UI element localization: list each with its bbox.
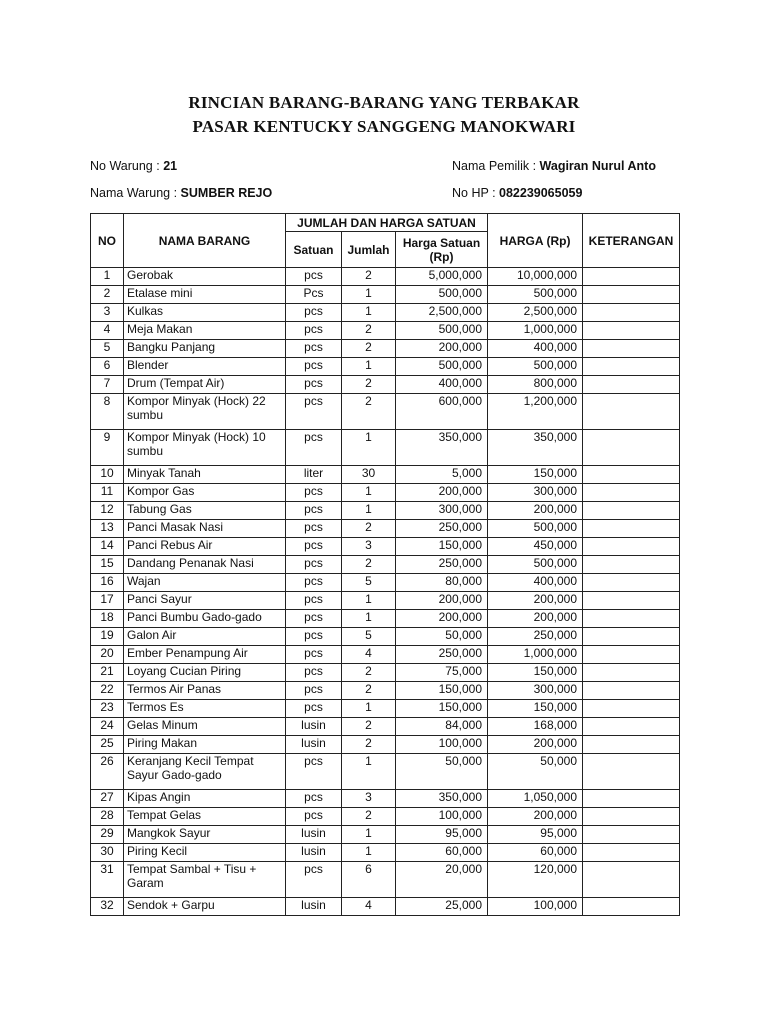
cell-satuan: pcs xyxy=(286,538,342,556)
cell-no: 27 xyxy=(91,790,124,808)
cell-harga: 1,050,000 xyxy=(488,790,583,808)
cell-harga: 500,000 xyxy=(488,556,583,574)
cell-satuan: pcs xyxy=(286,646,342,664)
table-row xyxy=(91,574,680,592)
cell-keterangan xyxy=(583,268,680,286)
table-row xyxy=(91,682,680,700)
cell-nama-barang: Tempat Sambal + Tisu + Garam xyxy=(124,862,286,898)
cell-jumlah: 2 xyxy=(342,556,396,574)
table-row xyxy=(91,718,680,736)
table-row xyxy=(91,808,680,826)
table-row xyxy=(91,556,680,574)
cell-jumlah: 1 xyxy=(342,358,396,376)
cell-satuan: Pcs xyxy=(286,286,342,304)
cell-jumlah: 2 xyxy=(342,520,396,538)
cell-nama-barang: Gerobak xyxy=(124,268,286,286)
document-title-line2: PASAR KENTUCKY SANGGENG MANOKWARI xyxy=(192,117,576,136)
cell-keterangan xyxy=(583,376,680,394)
cell-no: 18 xyxy=(91,610,124,628)
cell-jumlah: 2 xyxy=(342,340,396,358)
cell-no: 28 xyxy=(91,808,124,826)
cell-nama-barang: Bangku Panjang xyxy=(124,340,286,358)
no-hp-value: 082239065059 xyxy=(499,186,583,200)
cell-jumlah: 4 xyxy=(342,898,396,916)
table-row xyxy=(91,826,680,844)
cell-keterangan xyxy=(583,430,680,466)
cell-keterangan xyxy=(583,826,680,844)
cell-jumlah: 1 xyxy=(342,430,396,466)
no-warung-label: No Warung : xyxy=(90,159,164,173)
cell-harga-satuan: 300,000 xyxy=(396,502,488,520)
cell-keterangan xyxy=(583,304,680,322)
cell-harga: 150,000 xyxy=(488,466,583,484)
cell-harga: 350,000 xyxy=(488,430,583,466)
cell-harga-satuan: 500,000 xyxy=(396,286,488,304)
cell-no: 1 xyxy=(91,268,124,286)
cell-harga: 500,000 xyxy=(488,358,583,376)
cell-satuan: pcs xyxy=(286,376,342,394)
nama-warung-line xyxy=(90,186,272,200)
table-row xyxy=(91,736,680,754)
cell-keterangan xyxy=(583,340,680,358)
cell-no: 31 xyxy=(91,862,124,898)
cell-no: 29 xyxy=(91,826,124,844)
cell-harga-satuan: 500,000 xyxy=(396,322,488,340)
no-warung-value: 21 xyxy=(163,159,178,173)
cell-harga-satuan: 100,000 xyxy=(396,736,488,754)
cell-satuan: pcs xyxy=(286,682,342,700)
cell-satuan: pcs xyxy=(286,322,342,340)
nama-warung-value: SUMBER REJO xyxy=(180,186,273,200)
cell-no: 21 xyxy=(91,664,124,682)
cell-harga-satuan: 5,000 xyxy=(396,466,488,484)
cell-harga: 500,000 xyxy=(488,286,583,304)
cell-harga: 300,000 xyxy=(488,484,583,502)
cell-jumlah: 4 xyxy=(342,646,396,664)
cell-no: 23 xyxy=(91,700,124,718)
cell-jumlah: 2 xyxy=(342,268,396,286)
cell-harga: 500,000 xyxy=(488,520,583,538)
cell-harga: 50,000 xyxy=(488,754,583,790)
no-hp-label: No HP : xyxy=(452,186,500,200)
cell-satuan: lusin xyxy=(286,718,342,736)
table-row xyxy=(91,304,680,322)
cell-nama-barang: Panci Bumbu Gado-gado xyxy=(124,610,286,628)
cell-harga: 250,000 xyxy=(488,628,583,646)
table-row xyxy=(91,322,680,340)
cell-nama-barang: Termos Air Panas xyxy=(124,682,286,700)
cell-keterangan xyxy=(583,610,680,628)
cell-harga: 200,000 xyxy=(488,736,583,754)
table-row xyxy=(91,664,680,682)
cell-satuan: pcs xyxy=(286,610,342,628)
cell-satuan: pcs xyxy=(286,664,342,682)
cell-keterangan xyxy=(583,484,680,502)
cell-satuan: pcs xyxy=(286,394,342,430)
cell-no: 9 xyxy=(91,430,124,466)
table-row xyxy=(91,358,680,376)
nama-pemilik-label: Nama Pemilik : xyxy=(452,159,540,173)
cell-keterangan xyxy=(583,682,680,700)
cell-keterangan xyxy=(583,790,680,808)
cell-harga-satuan: 400,000 xyxy=(396,376,488,394)
cell-jumlah: 2 xyxy=(342,682,396,700)
cell-harga-satuan: 5,000,000 xyxy=(396,268,488,286)
table-row xyxy=(91,700,680,718)
cell-keterangan xyxy=(583,574,680,592)
cell-satuan: pcs xyxy=(286,520,342,538)
table-row xyxy=(91,268,680,286)
cell-no: 26 xyxy=(91,754,124,790)
cell-harga-satuan: 350,000 xyxy=(396,430,488,466)
cell-satuan: lusin xyxy=(286,898,342,916)
cell-keterangan xyxy=(583,736,680,754)
cell-keterangan xyxy=(583,538,680,556)
cell-harga-satuan: 150,000 xyxy=(396,538,488,556)
cell-keterangan xyxy=(583,502,680,520)
header-group: JUMLAH DAN HARGA SATUAN xyxy=(286,214,488,232)
nama-pemilik-value: Wagiran Nurul Anto xyxy=(539,159,656,173)
cell-harga-satuan: 250,000 xyxy=(396,646,488,664)
cell-keterangan xyxy=(583,628,680,646)
cell-no: 16 xyxy=(91,574,124,592)
cell-keterangan xyxy=(583,664,680,682)
cell-no: 6 xyxy=(91,358,124,376)
cell-nama-barang: Termos Es xyxy=(124,700,286,718)
cell-keterangan xyxy=(583,754,680,790)
cell-jumlah: 2 xyxy=(342,664,396,682)
nama-pemilik-line xyxy=(452,159,656,173)
table-row xyxy=(91,430,680,466)
cell-harga-satuan: 350,000 xyxy=(396,790,488,808)
cell-harga: 150,000 xyxy=(488,700,583,718)
table-row xyxy=(91,466,680,484)
cell-keterangan xyxy=(583,322,680,340)
cell-no: 15 xyxy=(91,556,124,574)
cell-jumlah: 3 xyxy=(342,538,396,556)
cell-jumlah: 1 xyxy=(342,502,396,520)
cell-nama-barang: Dandang Penanak Nasi xyxy=(124,556,286,574)
cell-keterangan xyxy=(583,898,680,916)
cell-jumlah: 3 xyxy=(342,790,396,808)
cell-harga-satuan: 250,000 xyxy=(396,520,488,538)
table-row xyxy=(91,394,680,430)
cell-jumlah: 1 xyxy=(342,754,396,790)
header-harga: HARGA (Rp) xyxy=(488,214,583,268)
cell-harga: 168,000 xyxy=(488,718,583,736)
cell-harga: 60,000 xyxy=(488,844,583,862)
cell-no: 30 xyxy=(91,844,124,862)
cell-no: 13 xyxy=(91,520,124,538)
cell-harga: 200,000 xyxy=(488,610,583,628)
cell-satuan: pcs xyxy=(286,862,342,898)
cell-harga-satuan: 20,000 xyxy=(396,862,488,898)
cell-no: 12 xyxy=(91,502,124,520)
table-row xyxy=(91,484,680,502)
cell-satuan: pcs xyxy=(286,790,342,808)
cell-harga: 450,000 xyxy=(488,538,583,556)
cell-satuan: pcs xyxy=(286,304,342,322)
cell-nama-barang: Loyang Cucian Piring xyxy=(124,664,286,682)
cell-nama-barang: Panci Masak Nasi xyxy=(124,520,286,538)
table-row xyxy=(91,790,680,808)
cell-harga-satuan: 100,000 xyxy=(396,808,488,826)
cell-jumlah: 1 xyxy=(342,700,396,718)
cell-nama-barang: Kompor Minyak (Hock) 22 sumbu xyxy=(124,394,286,430)
cell-no: 25 xyxy=(91,736,124,754)
cell-jumlah: 1 xyxy=(342,844,396,862)
table-row xyxy=(91,844,680,862)
cell-harga-satuan: 150,000 xyxy=(396,682,488,700)
cell-harga-satuan: 50,000 xyxy=(396,754,488,790)
cell-jumlah: 1 xyxy=(342,610,396,628)
cell-nama-barang: Meja Makan xyxy=(124,322,286,340)
cell-harga: 400,000 xyxy=(488,340,583,358)
cell-satuan: pcs xyxy=(286,340,342,358)
cell-harga: 2,500,000 xyxy=(488,304,583,322)
cell-harga: 120,000 xyxy=(488,862,583,898)
cell-satuan: pcs xyxy=(286,484,342,502)
cell-keterangan xyxy=(583,862,680,898)
table-row xyxy=(91,898,680,916)
cell-satuan: pcs xyxy=(286,754,342,790)
cell-nama-barang: Drum (Tempat Air) xyxy=(124,376,286,394)
header-jumlah: Jumlah xyxy=(342,232,396,268)
cell-satuan: pcs xyxy=(286,502,342,520)
nama-warung-label: Nama Warung : xyxy=(90,186,181,200)
cell-harga: 95,000 xyxy=(488,826,583,844)
header-harga-satuan: Harga Satuan (Rp) xyxy=(396,232,488,268)
cell-satuan: pcs xyxy=(286,268,342,286)
cell-satuan: pcs xyxy=(286,808,342,826)
cell-nama-barang: Blender xyxy=(124,358,286,376)
header-satuan: Satuan xyxy=(286,232,342,268)
cell-keterangan xyxy=(583,394,680,430)
cell-nama-barang: Tabung Gas xyxy=(124,502,286,520)
cell-satuan: lusin xyxy=(286,736,342,754)
cell-nama-barang: Sendok + Garpu xyxy=(124,898,286,916)
cell-satuan: lusin xyxy=(286,844,342,862)
cell-harga-satuan: 200,000 xyxy=(396,340,488,358)
cell-no: 22 xyxy=(91,682,124,700)
cell-nama-barang: Mangkok Sayur xyxy=(124,826,286,844)
cell-keterangan xyxy=(583,286,680,304)
cell-satuan: pcs xyxy=(286,574,342,592)
items-table xyxy=(90,213,680,916)
cell-harga-satuan: 600,000 xyxy=(396,394,488,430)
cell-no: 19 xyxy=(91,628,124,646)
cell-harga-satuan: 200,000 xyxy=(396,592,488,610)
cell-keterangan xyxy=(583,718,680,736)
cell-harga-satuan: 150,000 xyxy=(396,700,488,718)
cell-keterangan xyxy=(583,520,680,538)
table-row xyxy=(91,286,680,304)
document-title-line1: RINCIAN BARANG-BARANG YANG TERBAKAR xyxy=(188,93,580,112)
cell-jumlah: 30 xyxy=(342,466,396,484)
table-row xyxy=(91,592,680,610)
cell-jumlah: 1 xyxy=(342,592,396,610)
table-row xyxy=(91,862,680,898)
cell-keterangan xyxy=(583,592,680,610)
cell-satuan: pcs xyxy=(286,556,342,574)
no-hp-line xyxy=(452,186,582,200)
cell-no: 2 xyxy=(91,286,124,304)
cell-satuan: lusin xyxy=(286,826,342,844)
cell-no: 20 xyxy=(91,646,124,664)
table-row xyxy=(91,754,680,790)
cell-harga: 100,000 xyxy=(488,898,583,916)
cell-jumlah: 1 xyxy=(342,484,396,502)
cell-harga: 200,000 xyxy=(488,808,583,826)
no-warung-line xyxy=(90,159,177,173)
cell-nama-barang: Minyak Tanah xyxy=(124,466,286,484)
cell-nama-barang: Gelas Minum xyxy=(124,718,286,736)
cell-nama-barang: Kulkas xyxy=(124,304,286,322)
cell-harga-satuan: 50,000 xyxy=(396,628,488,646)
cell-no: 17 xyxy=(91,592,124,610)
table-row xyxy=(91,502,680,520)
cell-jumlah: 5 xyxy=(342,574,396,592)
cell-keterangan xyxy=(583,808,680,826)
table-row xyxy=(91,376,680,394)
cell-jumlah: 5 xyxy=(342,628,396,646)
cell-no: 10 xyxy=(91,466,124,484)
cell-nama-barang: Ember Penampung Air xyxy=(124,646,286,664)
cell-no: 32 xyxy=(91,898,124,916)
cell-satuan: liter xyxy=(286,466,342,484)
cell-satuan: pcs xyxy=(286,700,342,718)
cell-harga: 150,000 xyxy=(488,664,583,682)
cell-no: 11 xyxy=(91,484,124,502)
cell-no: 8 xyxy=(91,394,124,430)
header-no: NO xyxy=(91,214,124,268)
cell-jumlah: 2 xyxy=(342,718,396,736)
cell-jumlah: 2 xyxy=(342,808,396,826)
cell-harga: 800,000 xyxy=(488,376,583,394)
cell-keterangan xyxy=(583,844,680,862)
cell-harga-satuan: 500,000 xyxy=(396,358,488,376)
cell-nama-barang: Keranjang Kecil Tempat Sayur Gado-gado xyxy=(124,754,286,790)
cell-no: 7 xyxy=(91,376,124,394)
cell-harga: 300,000 xyxy=(488,682,583,700)
cell-jumlah: 6 xyxy=(342,862,396,898)
cell-satuan: pcs xyxy=(286,628,342,646)
table-row xyxy=(91,610,680,628)
cell-no: 5 xyxy=(91,340,124,358)
cell-nama-barang: Kompor Gas xyxy=(124,484,286,502)
table-row xyxy=(91,628,680,646)
cell-nama-barang: Kompor Minyak (Hock) 10 sumbu xyxy=(124,430,286,466)
header-keterangan: KETERANGAN xyxy=(583,214,680,268)
header-nama-barang: NAMA BARANG xyxy=(124,214,286,268)
cell-harga-satuan: 2,500,000 xyxy=(396,304,488,322)
cell-jumlah: 2 xyxy=(342,736,396,754)
cell-nama-barang: Panci Rebus Air xyxy=(124,538,286,556)
cell-harga: 1,000,000 xyxy=(488,646,583,664)
cell-jumlah: 1 xyxy=(342,286,396,304)
cell-nama-barang: Tempat Gelas xyxy=(124,808,286,826)
cell-keterangan xyxy=(583,556,680,574)
cell-satuan: pcs xyxy=(286,592,342,610)
cell-nama-barang: Piring Kecil xyxy=(124,844,286,862)
cell-satuan: pcs xyxy=(286,358,342,376)
cell-no: 24 xyxy=(91,718,124,736)
cell-harga-satuan: 80,000 xyxy=(396,574,488,592)
cell-harga: 400,000 xyxy=(488,574,583,592)
cell-harga: 1,000,000 xyxy=(488,322,583,340)
table-row xyxy=(91,538,680,556)
cell-keterangan xyxy=(583,700,680,718)
cell-jumlah: 1 xyxy=(342,304,396,322)
cell-harga-satuan: 25,000 xyxy=(396,898,488,916)
table-row xyxy=(91,520,680,538)
cell-harga-satuan: 84,000 xyxy=(396,718,488,736)
cell-nama-barang: Galon Air xyxy=(124,628,286,646)
cell-keterangan xyxy=(583,358,680,376)
cell-harga-satuan: 200,000 xyxy=(396,610,488,628)
cell-nama-barang: Etalase mini xyxy=(124,286,286,304)
cell-jumlah: 2 xyxy=(342,376,396,394)
cell-nama-barang: Wajan xyxy=(124,574,286,592)
cell-harga: 200,000 xyxy=(488,502,583,520)
cell-harga: 200,000 xyxy=(488,592,583,610)
cell-satuan: pcs xyxy=(286,430,342,466)
cell-nama-barang: Kipas Angin xyxy=(124,790,286,808)
cell-harga: 10,000,000 xyxy=(488,268,583,286)
table-row xyxy=(91,340,680,358)
cell-keterangan xyxy=(583,646,680,664)
cell-nama-barang: Piring Makan xyxy=(124,736,286,754)
cell-keterangan xyxy=(583,466,680,484)
cell-no: 4 xyxy=(91,322,124,340)
cell-jumlah: 2 xyxy=(342,322,396,340)
cell-harga-satuan: 200,000 xyxy=(396,484,488,502)
table-row xyxy=(91,646,680,664)
cell-harga-satuan: 75,000 xyxy=(396,664,488,682)
cell-harga: 1,200,000 xyxy=(488,394,583,430)
cell-harga-satuan: 60,000 xyxy=(396,844,488,862)
cell-no: 3 xyxy=(91,304,124,322)
cell-jumlah: 2 xyxy=(342,394,396,430)
cell-nama-barang: Panci Sayur xyxy=(124,592,286,610)
cell-harga-satuan: 95,000 xyxy=(396,826,488,844)
cell-jumlah: 1 xyxy=(342,826,396,844)
cell-no: 14 xyxy=(91,538,124,556)
cell-harga-satuan: 250,000 xyxy=(396,556,488,574)
